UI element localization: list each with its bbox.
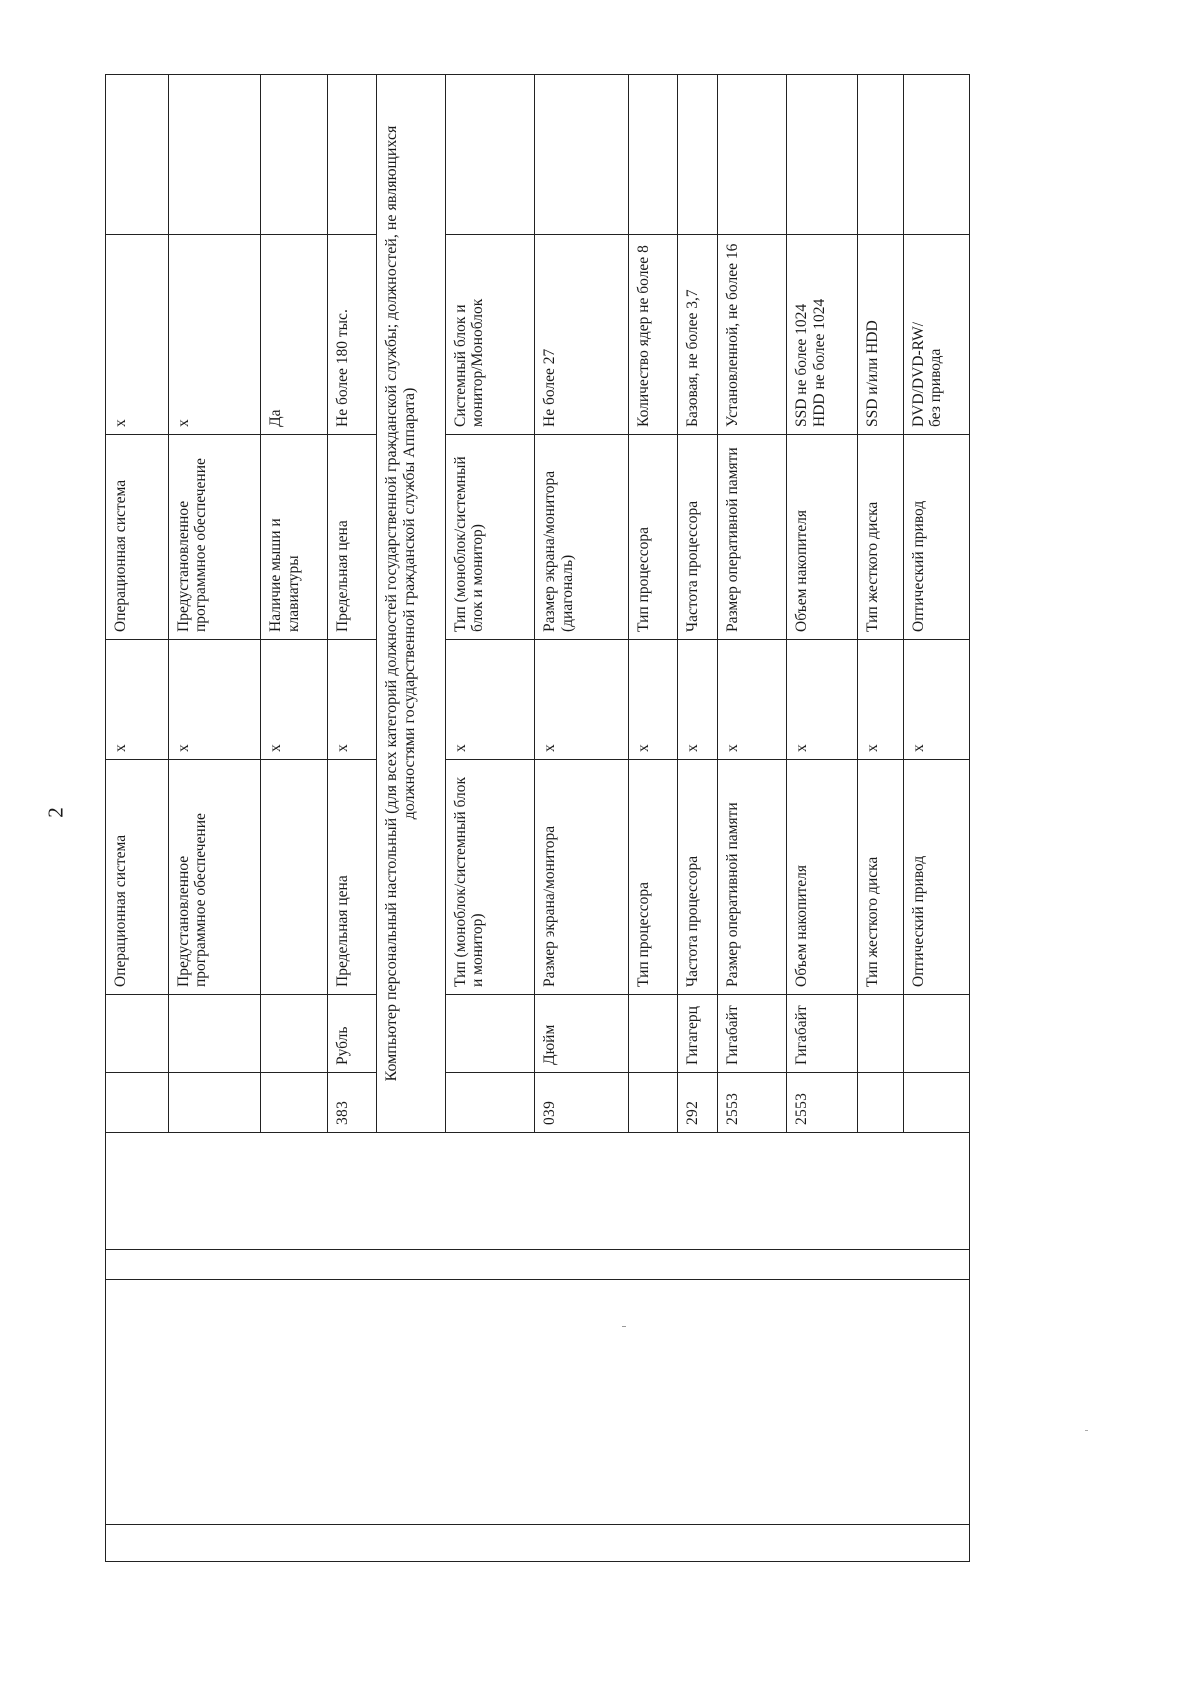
blank-cell [718,1250,787,1280]
blank-cell [535,1133,628,1250]
scan-mark [622,1326,626,1327]
blank-cell [106,75,169,235]
page-number: 2 [43,807,68,818]
value-x-cell: x [168,640,260,760]
table-row [787,75,858,1562]
blank-cell [168,1133,260,1250]
blank-cell [858,1250,904,1280]
value-cell: SSD не более 1024 HDD не более 1024 [787,235,858,435]
blank-cell [628,75,677,235]
characteristic-cell: Размер экрана/монитора (диагональ) [535,435,628,640]
value-x-cell: x [328,640,377,760]
value-x-cell: x [261,640,328,760]
value-cell: SSD и/или HDD [858,235,904,435]
blank-cell [903,1133,969,1250]
blank-cell [377,1250,446,1280]
characteristic-cell: Предустановленное программное обеспечение [168,760,260,995]
characteristic-cell: Частота процессора [677,435,718,640]
okei-code-cell [628,1073,677,1133]
table-body [106,75,970,1562]
blank-cell [858,1280,904,1525]
blank-cell [903,1525,969,1562]
blank-cell [261,1250,328,1280]
blank-cell [377,1525,446,1562]
blank-cell [787,1250,858,1280]
blank-cell [446,1133,535,1250]
blank-cell [858,1133,904,1250]
blank-cell [677,1250,718,1280]
blank-cell [535,1280,628,1525]
blank-cell [903,1250,969,1280]
blank-cell [718,1280,787,1525]
characteristic-cell: Предельная цена [328,760,377,995]
value-cell: Установленной, не более 16 [718,235,787,435]
okei-code-cell [903,1073,969,1133]
characteristic-cell [261,760,328,995]
blank-cell [377,1280,446,1525]
blank-cell [168,75,260,235]
blank-cell [677,1133,718,1250]
blank-cell [677,1525,718,1562]
blank-cell [628,1280,677,1525]
characteristic-cell: Тип процессора [628,760,677,995]
blank-cell [535,1250,628,1280]
blank-cell [858,1525,904,1562]
table-row [106,75,169,1562]
value-x-cell: x [106,640,169,760]
blank-cell [261,1133,328,1250]
table-row [535,75,628,1562]
blank-cell [106,1250,169,1280]
value-cell: Да [261,235,328,435]
blank-cell [261,75,328,235]
blank-cell [628,1250,677,1280]
table-row [446,75,535,1562]
blank-cell [377,1133,446,1250]
blank-cell [718,1525,787,1562]
characteristics-table [105,74,970,1562]
characteristic-cell: Предустановленное программное обеспечение [168,435,260,640]
unit-name-cell [628,995,677,1073]
blank-cell [628,1133,677,1250]
unit-name-cell [858,995,904,1073]
blank-cell [446,1525,535,1562]
blank-cell [328,75,377,235]
value-cell: x [168,235,260,435]
blank-cell [328,1280,377,1525]
characteristics-table-rotated [105,75,970,1562]
table-row [628,75,677,1562]
value-cell: Базовая, не более 3,7 [677,235,718,435]
okei-code-cell [858,1073,904,1133]
okei-code-cell: 383 [328,1073,377,1133]
value-x-cell: x [718,640,787,760]
okei-code-cell: 039 [535,1073,628,1133]
value-x-cell: x [628,640,677,760]
okei-code-cell: 2553 [787,1073,858,1133]
unit-name-cell: Гигагерц [677,995,718,1073]
blank-cell [677,1280,718,1525]
table-row [903,75,969,1562]
characteristic-cell: Операционная система [106,435,169,640]
blank-cell [168,1525,260,1562]
blank-cell [787,1133,858,1250]
characteristic-cell: Операционная система [106,760,169,995]
value-cell: Системный блок и монитор/Моноблок [446,235,535,435]
value-cell: Не более 180 тыс. [328,235,377,435]
blank-cell [328,1133,377,1250]
blank-cell [718,1133,787,1250]
blank-cell [677,75,718,235]
characteristic-cell: Оптический привод [903,760,969,995]
value-cell: x [106,235,169,435]
blank-cell [106,1133,169,1250]
value-x-cell: x [677,640,718,760]
value-x-cell: x [446,640,535,760]
characteristic-cell: Тип (моноблок/системный блок и монитор) [446,760,535,995]
blank-cell [261,1525,328,1562]
okei-code-cell [261,1073,328,1133]
blank-cell [446,75,535,235]
blank-cell [858,75,904,235]
blank-cell [328,1525,377,1562]
characteristic-cell: Объем накопителя [787,760,858,995]
scan-mark [1085,1430,1088,1431]
section-heading: Компьютер персональный настольный (для всех категорий должностей государственной гражданской службы; должностей, не являющихся должностями государственной гражданской службы Аппарата) [377,75,446,1133]
table-row [858,75,904,1562]
blank-cell [535,1525,628,1562]
table-row [718,75,787,1562]
unit-name-cell [168,995,260,1073]
table-row [261,75,328,1562]
characteristic-cell: Тип жесткого диска [858,435,904,640]
unit-name-cell [903,995,969,1073]
characteristic-cell: Объем накопителя [787,435,858,640]
table-row [168,75,260,1562]
blank-cell [787,1280,858,1525]
blank-cell [261,1280,328,1525]
blank-cell [718,75,787,235]
okei-code-cell: 2553 [718,1073,787,1133]
blank-cell [535,75,628,235]
unit-name-cell [446,995,535,1073]
blank-cell [446,1280,535,1525]
unit-name-cell: Дюйм [535,995,628,1073]
blank-cell [787,1525,858,1562]
characteristic-cell: Частота процессора [677,760,718,995]
value-x-cell: x [903,640,969,760]
table-row [677,75,718,1562]
blank-cell [328,1250,377,1280]
blank-cell [106,1280,169,1525]
characteristic-cell: Тип жесткого диска [858,760,904,995]
section-heading-row [377,75,446,1562]
characteristic-cell: Предельная цена [328,435,377,640]
value-cell: Количество ядер не более 8 [628,235,677,435]
okei-code-cell [106,1073,169,1133]
blank-cell [628,1525,677,1562]
characteristic-cell: Размер оперативной памяти [718,760,787,995]
blank-cell [787,75,858,235]
value-x-cell: x [787,640,858,760]
blank-cell [168,1280,260,1525]
blank-cell [168,1250,260,1280]
blank-cell [446,1250,535,1280]
okei-code-cell: 292 [677,1073,718,1133]
blank-cell [903,1280,969,1525]
okei-code-cell [446,1073,535,1133]
characteristic-cell: Размер оперативной памяти [718,435,787,640]
unit-name-cell [261,995,328,1073]
characteristic-cell: Оптический привод [903,435,969,640]
characteristic-cell: Тип процессора [628,435,677,640]
blank-cell [106,1525,169,1562]
value-x-cell: x [858,640,904,760]
blank-cell [903,75,969,235]
value-cell: DVD/DVD-RW/ без привода [903,235,969,435]
value-x-cell: x [535,640,628,760]
characteristic-cell: Наличие мыши и клавиатуры [261,435,328,640]
characteristic-cell: Тип (моноблок/системный блок и монитор) [446,435,535,640]
unit-name-cell: Гигабайт [718,995,787,1073]
unit-name-cell [106,995,169,1073]
unit-name-cell: Гигабайт [787,995,858,1073]
table-row [328,75,377,1562]
value-cell: Не более 27 [535,235,628,435]
characteristic-cell: Размер экрана/монитора [535,760,628,995]
unit-name-cell: Рубль [328,995,377,1073]
okei-code-cell [168,1073,260,1133]
